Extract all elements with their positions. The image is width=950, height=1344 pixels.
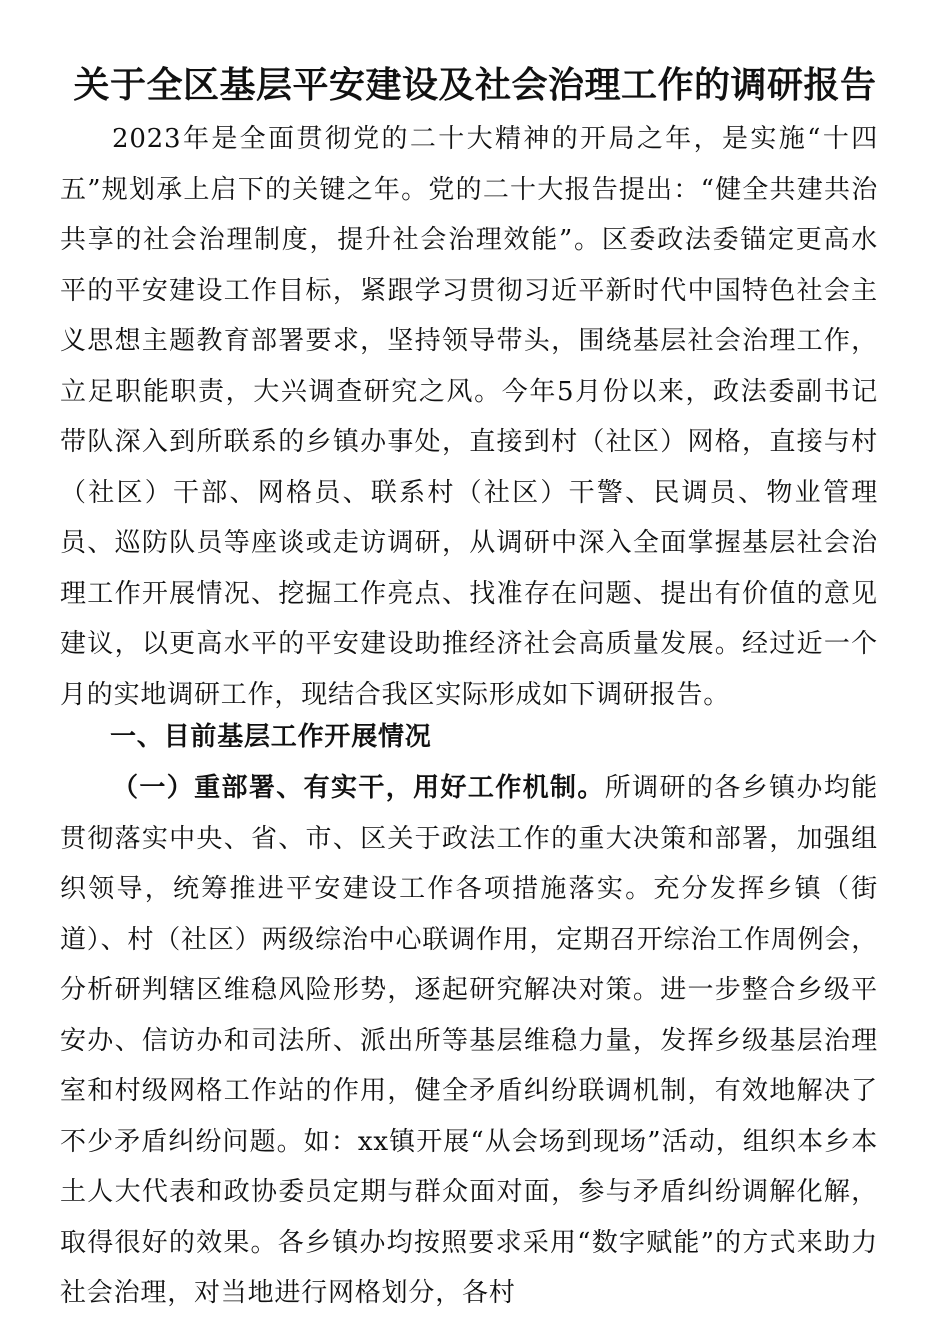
intro-paragraph: 2023年是全面贯彻党的二十大精神的开局之年，是实施“十四五”规划承上启下的关键之年。党的二十大报告提出：“健全共建共治共享的社会治理制度，提升社会治理效能”。区委政法委锚定更高水平的平安建设工作目标，紧跟学习贯彻习近平新时代中国特色社会主义思想主题教育部署要求，坚持领导带头，围绕基层社会治理工作，立足职能职责，大兴调查研究之风。今年5月份以来，政法委副书记带队深入到所联系的乡镇办事处，直接到村（社区）网格，直接与村（社区）干部、网格员、联系村（社区）干警、民调员、物业管理员、巡防队员等座谈或走访调研，从调研中深入全面掌握基层社会治理工作开展情况、挖掘工作亮点、找准存在问题、提出有价值的意见建议，以更高水平的平安建设助推经济社会高质量发展。经过近一个月的实地调研工作，现结合我区实际形成如下调研报告。 <box>60 124 878 710</box>
document-title: 关于全区基层平安建设及社会治理工作的调研报告 <box>73 64 877 106</box>
section-heading: 一、目前基层工作开展情况 <box>110 722 432 752</box>
subsection-lead: （一）重部署、有实干，用好工作机制。 <box>112 773 605 803</box>
subsection-body: 所调研的各乡镇办均能贯彻落实中央、省、市、区关于政法工作的重大决策和部署，加强组织领导，统筹推进平安建设工作各项措施落实。充分发挥乡镇（街道）、村（社区）两级综治中心联调作用，定期召开综治工作周例会，分析研判辖区维稳风险形势，逐起研究解决对策。进一步整合乡级平安办、信访办和司法所、派出所等基层维稳力量，发挥乡级基层治理室和村级网格工作站的作用，健全矛盾纠纷联调机制，有效地解决了不少矛盾纠纷问题。如：xx镇开展“从会场到现场”活动，组织本乡本土人大代表和政协委员定期与群众面对面，参与矛盾纠纷调解化解，取得很好的效果。各乡镇办均按照要求采用“数字赋能”的方式来助力社会治理，对当地进行网格划分，各村 <box>60 773 878 1308</box>
subsection-paragraph <box>60 763 878 1319</box>
